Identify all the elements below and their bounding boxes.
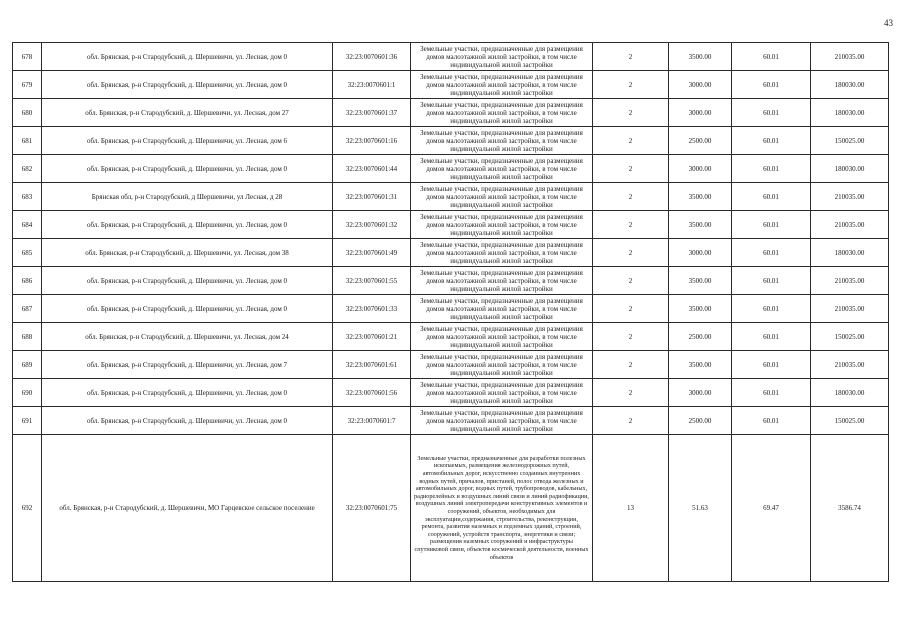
area-cell: 3000.00 [669, 71, 732, 99]
table-row [13, 295, 889, 323]
area-cell: 51.63 [669, 435, 732, 582]
value-cell: 210035.00 [811, 295, 889, 323]
value-cell: 150025.00 [811, 323, 889, 351]
cadastral-number-cell: 32:23:0070601:37 [333, 99, 411, 127]
area-cell: 3500.00 [669, 295, 732, 323]
rate-cell: 60.01 [732, 407, 811, 435]
land-use-cell: Земельные участки, предназначенные для размещения домов малоэтажной жилой застройки, в том числе индивидуальной жилой застройки [411, 267, 593, 295]
row-number-cell: 692 [13, 435, 42, 582]
value-cell: 180030.00 [811, 379, 889, 407]
cadastral-number-cell: 32:23:0070601:21 [333, 323, 411, 351]
category-count-cell: 2 [593, 99, 669, 127]
row-number-cell: 680 [13, 99, 42, 127]
land-use-cell: Земельные участки, предназначенные для размещения домов малоэтажной жилой застройки, в том числе индивидуальной жилой застройки [411, 379, 593, 407]
value-cell: 150025.00 [811, 127, 889, 155]
land-use-cell: Земельные участки, предназначенные для размещения домов малоэтажной жилой застройки, в том числе индивидуальной жилой застройки [411, 351, 593, 379]
table-row [13, 407, 889, 435]
value-cell: 210035.00 [811, 267, 889, 295]
table-row [13, 239, 889, 267]
cadastral-number-cell: 32:23:0070601:36 [333, 43, 411, 71]
address-cell: обл. Брянская, р-н Стародубский, д. Шершевичи, ул. Лесная, дом 7 [42, 351, 333, 379]
table-row [13, 71, 889, 99]
area-cell: 3500.00 [669, 183, 732, 211]
row-number-cell: 689 [13, 351, 42, 379]
category-count-cell: 2 [593, 71, 669, 99]
address-cell: обл. Брянская, р-н Стародубский, д. Шершевичи, ул. Лесная, дом 0 [42, 407, 333, 435]
category-count-cell: 2 [593, 407, 669, 435]
rate-cell: 60.01 [732, 323, 811, 351]
address-cell: обл. Брянская, р-н Стародубский, д. Шершевичи, ул. Лесная, дом 0 [42, 43, 333, 71]
value-cell: 150025.00 [811, 407, 889, 435]
cadastral-number-cell: 32:23:0070601:75 [333, 435, 411, 582]
address-cell: обл. Брянская, р-н Стародубский, д. Шершевичи, ул. Лесная, дом 27 [42, 99, 333, 127]
row-number-cell: 686 [13, 267, 42, 295]
rate-cell: 60.01 [732, 379, 811, 407]
row-number-cell: 688 [13, 323, 42, 351]
address-cell: обл. Брянская, р-н Стародубский, д. Шершевичи, ул. Лесная, дом 0 [42, 379, 333, 407]
table-row [13, 351, 889, 379]
rate-cell: 60.01 [732, 155, 811, 183]
address-cell: обл. Брянская, р-н Стародубский, д. Шершевичи, ул. Лесная, дом 0 [42, 295, 333, 323]
category-count-cell: 2 [593, 295, 669, 323]
category-count-cell: 2 [593, 379, 669, 407]
cadastral-number-cell: 32:23:0070601:49 [333, 239, 411, 267]
rate-cell: 60.01 [732, 267, 811, 295]
rate-cell: 69.47 [732, 435, 811, 582]
cadastral-number-cell: 32:23:0070601:55 [333, 267, 411, 295]
area-cell: 2500.00 [669, 407, 732, 435]
area-cell: 3000.00 [669, 155, 732, 183]
address-cell: обл. Брянская, р-н Стародубский, д. Шершевичи, ул. Лесная, дом 0 [42, 155, 333, 183]
cadastral-number-cell: 32:23:0070601:33 [333, 295, 411, 323]
value-cell: 210035.00 [811, 351, 889, 379]
row-number-cell: 681 [13, 127, 42, 155]
value-cell: 210035.00 [811, 43, 889, 71]
address-cell: обл. Брянская, р-н Стародубский, д. Шершевичи, ул. Лесная, дом 24 [42, 323, 333, 351]
cadastral-number-cell: 32:23:0070601:61 [333, 351, 411, 379]
row-number-cell: 682 [13, 155, 42, 183]
area-cell: 3000.00 [669, 239, 732, 267]
row-number-cell: 690 [13, 379, 42, 407]
row-number-cell: 678 [13, 43, 42, 71]
category-count-cell: 2 [593, 155, 669, 183]
value-cell: 180030.00 [811, 239, 889, 267]
value-cell: 180030.00 [811, 155, 889, 183]
table-row [13, 211, 889, 239]
address-cell: Брянская обл, р-н Стародубский, д Шершевичи, ул Лесная, д 28 [42, 183, 333, 211]
table-row [13, 267, 889, 295]
address-cell: обл. Брянская, р-н Стародубский, д. Шершевичи, ул. Лесная, дом 0 [42, 211, 333, 239]
table-row [13, 43, 889, 71]
cadastral-number-cell: 32:23:0070601:56 [333, 379, 411, 407]
category-count-cell: 2 [593, 211, 669, 239]
land-use-cell: Земельные участки, предназначенные для размещения домов малоэтажной жилой застройки, в том числе индивидуальной жилой застройки [411, 183, 593, 211]
area-cell: 3500.00 [669, 211, 732, 239]
table-row [13, 155, 889, 183]
address-cell: обл. Брянская, р-н Стародубский, д. Шершевичи, ул. Лесная, дом 0 [42, 71, 333, 99]
land-use-cell: Земельные участки, предназначенные для размещения домов малоэтажной жилой застройки, в том числе индивидуальной жилой застройки [411, 71, 593, 99]
address-cell: обл. Брянская, р-н Стародубский, д. Шершевичи, ул. Лесная, дом 38 [42, 239, 333, 267]
table-row [13, 127, 889, 155]
land-use-cell: Земельные участки, предназначенные для размещения домов малоэтажной жилой застройки, в том числе индивидуальной жилой застройки [411, 323, 593, 351]
address-cell: обл. Брянская, р-н Стародубский, д. Шершевичи, ул. Лесная, дом 6 [42, 127, 333, 155]
row-number-cell: 685 [13, 239, 42, 267]
rate-cell: 60.01 [732, 43, 811, 71]
rate-cell: 60.01 [732, 71, 811, 99]
rate-cell: 60.01 [732, 295, 811, 323]
rate-cell: 60.01 [732, 211, 811, 239]
land-use-cell: Земельные участки, предназначенные для размещения домов малоэтажной жилой застройки, в том числе индивидуальной жилой застройки [411, 127, 593, 155]
value-cell: 180030.00 [811, 71, 889, 99]
row-number-cell: 687 [13, 295, 42, 323]
category-count-cell: 2 [593, 323, 669, 351]
table-row [13, 435, 889, 582]
address-cell: обл. Брянская, р-н Стародубский, д. Шершевичи, ул. Лесная, дом 0 [42, 267, 333, 295]
address-cell: обл. Брянская, р-н Стародубский, д. Шершевичи, МО Гарцевское сельское поселение [42, 435, 333, 582]
value-cell: 210035.00 [811, 211, 889, 239]
land-use-cell: Земельные участки, предназначенные для размещения домов малоэтажной жилой застройки, в том числе индивидуальной жилой застройки [411, 211, 593, 239]
area-cell: 2500.00 [669, 323, 732, 351]
value-cell: 3586.74 [811, 435, 889, 582]
land-use-cell: Земельные участки, предназначенные для размещения домов малоэтажной жилой застройки, в том числе индивидуальной жилой застройки [411, 155, 593, 183]
land-use-cell: Земельные участки, предназначенные для размещения домов малоэтажной жилой застройки, в том числе индивидуальной жилой застройки [411, 295, 593, 323]
row-number-cell: 684 [13, 211, 42, 239]
page-number: 43 [884, 18, 893, 28]
area-cell: 2500.00 [669, 127, 732, 155]
area-cell: 3500.00 [669, 43, 732, 71]
table-row [13, 99, 889, 127]
area-cell: 3500.00 [669, 351, 732, 379]
row-number-cell: 679 [13, 71, 42, 99]
cadastral-number-cell: 32:23:0070601:31 [333, 183, 411, 211]
table-row [13, 183, 889, 211]
table-row [13, 379, 889, 407]
cadastral-number-cell: 32:23:0070601:16 [333, 127, 411, 155]
rate-cell: 60.01 [732, 127, 811, 155]
category-count-cell: 2 [593, 351, 669, 379]
category-count-cell: 2 [593, 127, 669, 155]
table-row [13, 323, 889, 351]
land-use-cell: Земельные участки, предназначенные для разработки полезных ископаемых, размещения железнодорожных путей, автомобильных дорог, искусственно созданных внутренних водных путей, причалов, пристаней, полос отвода железных и автомобильных дорог, водных путей, трубопроводов, кабельных, радиорелейных и воздушных линий связи и линий радиофикации, воздушных линий электропередачи конструктивных элементов и сооружений, объектов, необходимых для эксплуатации,содержания, строительства, реконструкции, ремонта, развития наземных и подземных зданий, строений, сооружений, устройств транспорта, энергетики и связи; размещения наземных сооружений и инфраструктуры спутниковой связи, объектов космической деятельности, военных объектов [411, 435, 593, 582]
rate-cell: 60.01 [732, 351, 811, 379]
category-count-cell: 2 [593, 43, 669, 71]
value-cell: 210035.00 [811, 183, 889, 211]
land-use-cell: Земельные участки, предназначенные для размещения домов малоэтажной жилой застройки, в том числе индивидуальной жилой застройки [411, 407, 593, 435]
value-cell: 180030.00 [811, 99, 889, 127]
area-cell: 3000.00 [669, 99, 732, 127]
cadastral-number-cell: 32:23:0070601:7 [333, 407, 411, 435]
rate-cell: 60.01 [732, 99, 811, 127]
rate-cell: 60.01 [732, 183, 811, 211]
land-use-cell: Земельные участки, предназначенные для размещения домов малоэтажной жилой застройки, в том числе индивидуальной жилой застройки [411, 99, 593, 127]
category-count-cell: 13 [593, 435, 669, 582]
land-registry-table [12, 42, 889, 582]
area-cell: 3500.00 [669, 267, 732, 295]
row-number-cell: 683 [13, 183, 42, 211]
category-count-cell: 2 [593, 267, 669, 295]
cadastral-number-cell: 32:23:0070601:32 [333, 211, 411, 239]
rate-cell: 60.01 [732, 239, 811, 267]
cadastral-number-cell: 32:23:0070601:1 [333, 71, 411, 99]
area-cell: 3000.00 [669, 379, 732, 407]
category-count-cell: 2 [593, 183, 669, 211]
category-count-cell: 2 [593, 239, 669, 267]
cadastral-number-cell: 32:23:0070601:44 [333, 155, 411, 183]
land-use-cell: Земельные участки, предназначенные для размещения домов малоэтажной жилой застройки, в том числе индивидуальной жилой застройки [411, 43, 593, 71]
land-use-cell: Земельные участки, предназначенные для размещения домов малоэтажной жилой застройки, в том числе индивидуальной жилой застройки [411, 239, 593, 267]
row-number-cell: 691 [13, 407, 42, 435]
